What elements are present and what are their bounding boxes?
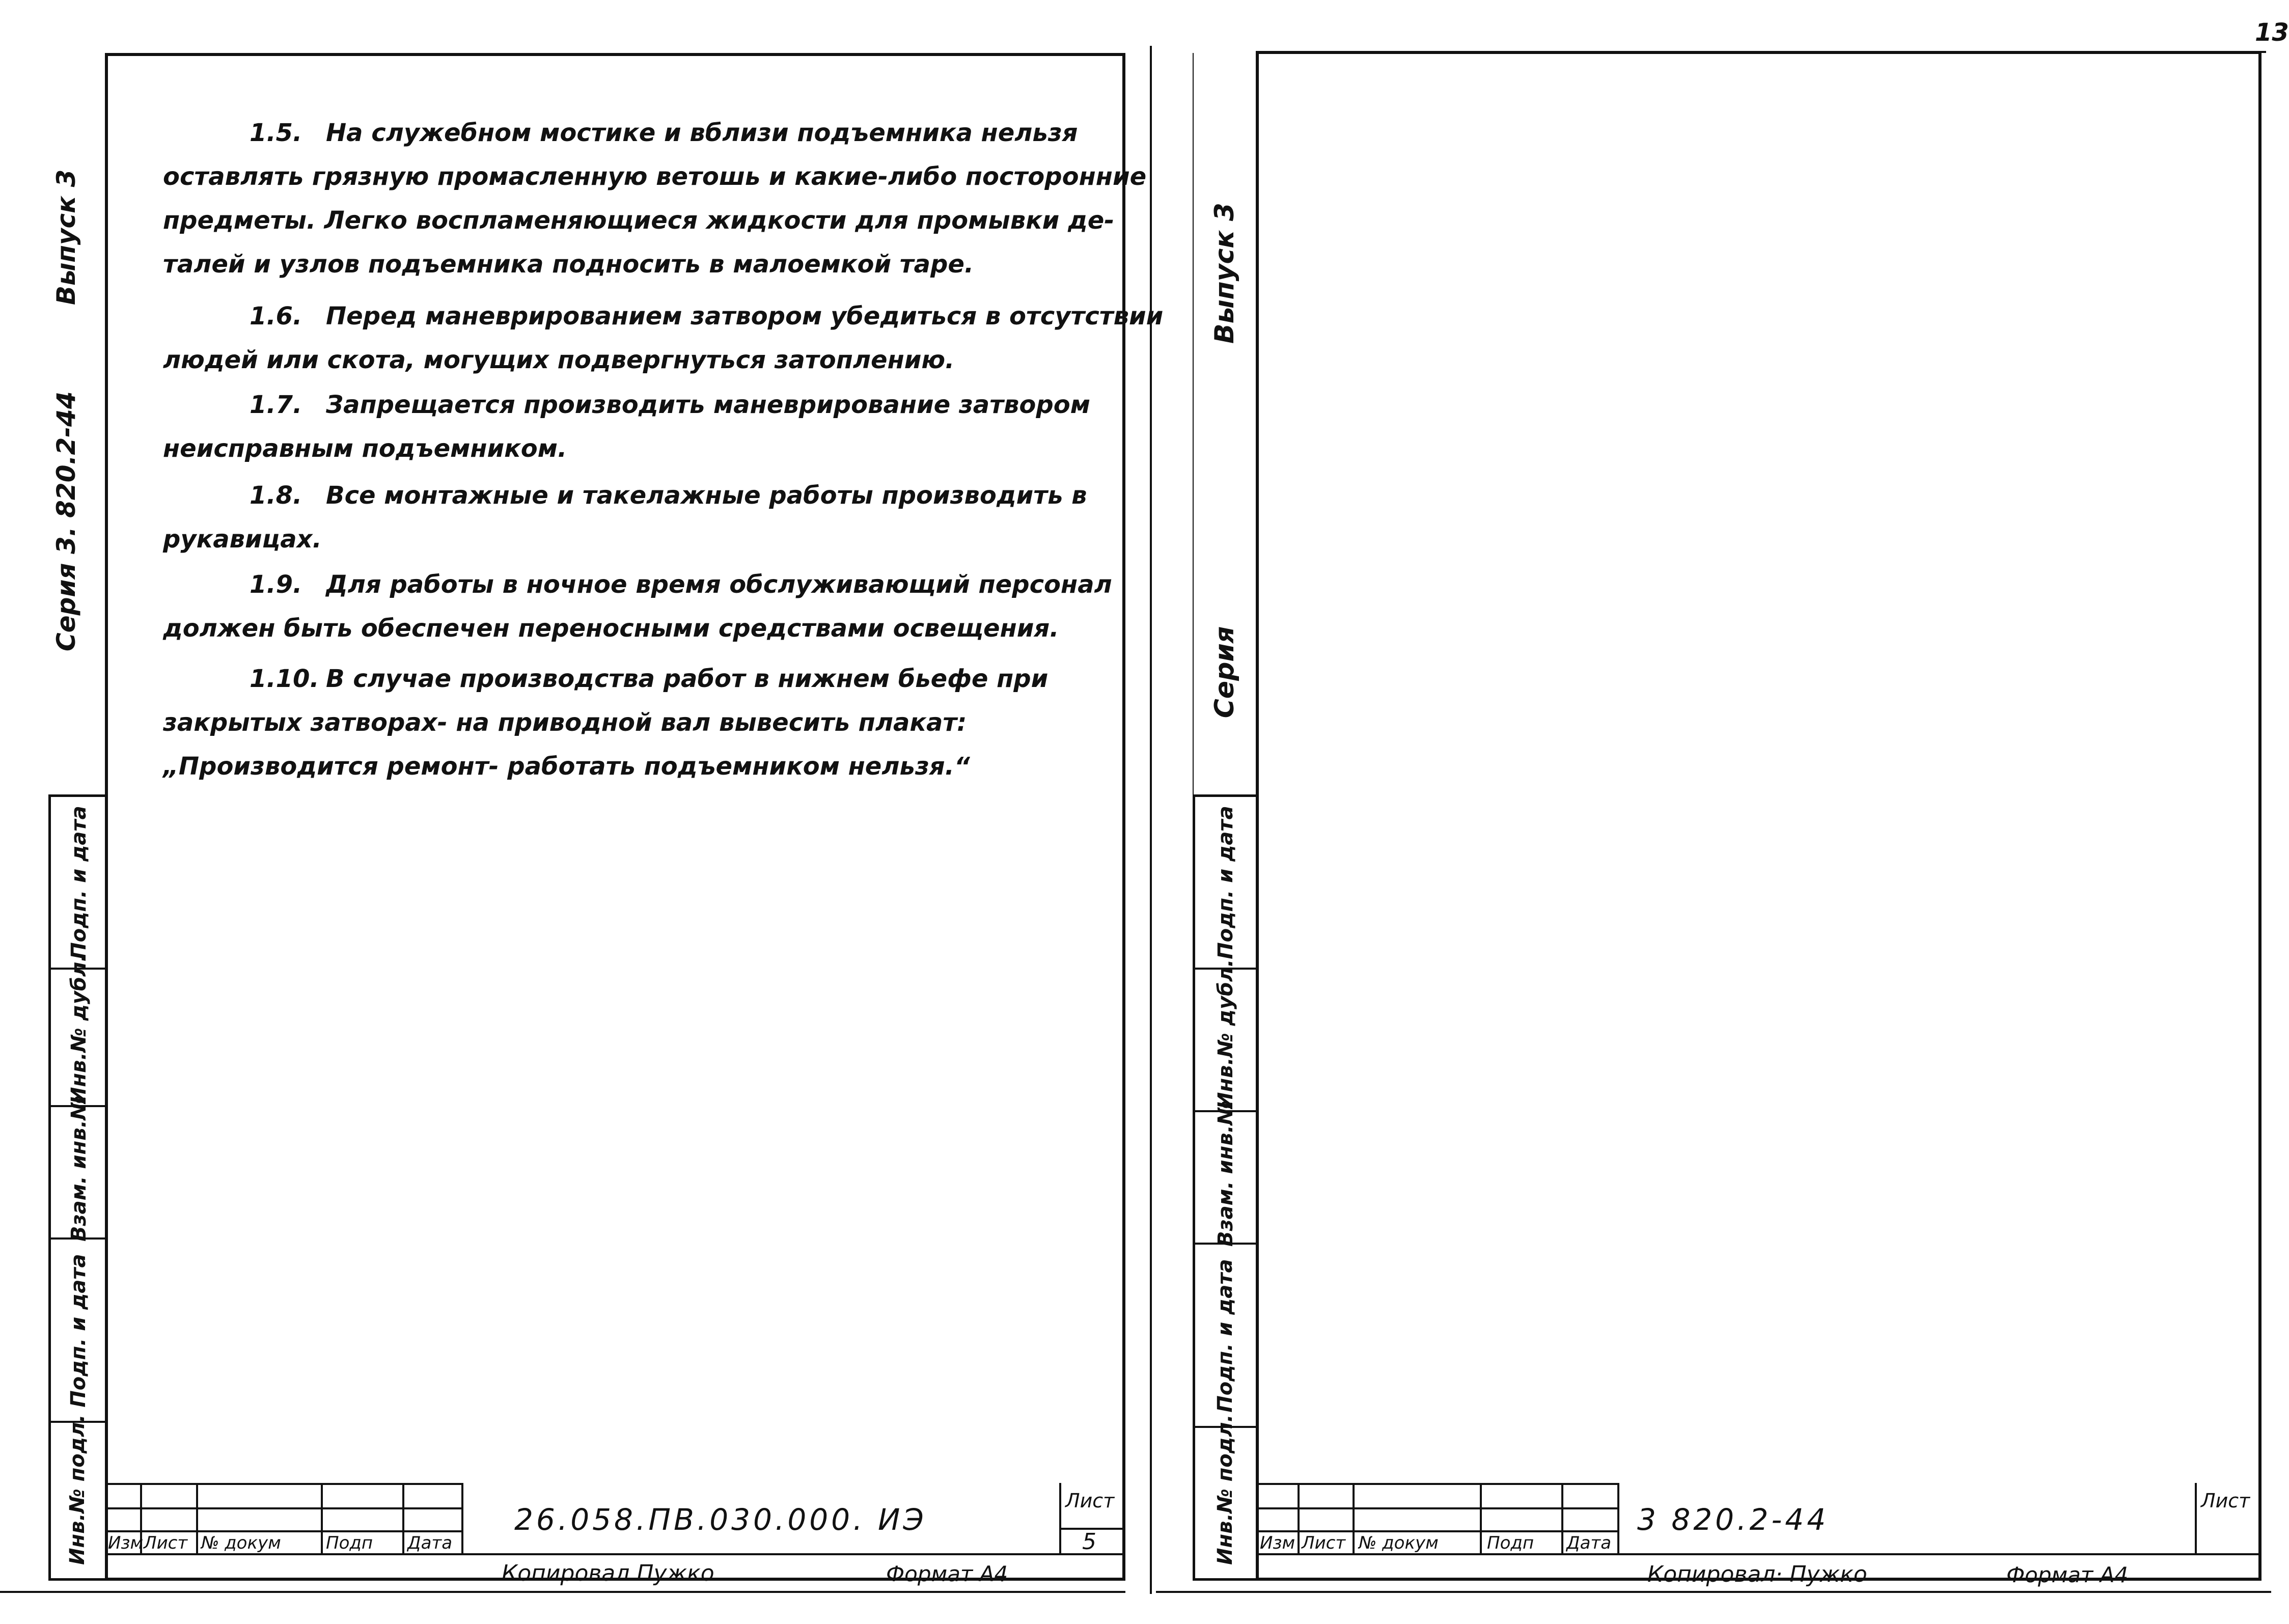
title-block-col [1617,1483,1619,1553]
title-block-col [461,1483,463,1553]
sheet-divider [1150,46,1152,1594]
paragraph-line: предметы. Легко воспламеняющиеся жидкости для промывки де- [163,206,1115,235]
stamp-field-vzam-inv: Взам. инв.№ [1214,1100,1237,1247]
paragraph-line: На служебном мостике и вблизи подъемника нельзя [326,119,1078,147]
margin-issue: Выпуск 3 [1209,203,1240,344]
paragraph-line: Все монтажные и такелажные работы производить в [326,481,1087,510]
right-sheet-frame [1256,51,2262,1581]
col-header-dokum: № докум [1359,1533,1439,1553]
paragraph-line: „Производится ремонт- работать подъемником нельзя.“ [163,752,970,781]
stamp-field-inv-podl: Инв.№ подл. [1214,1414,1237,1565]
footer-copied: Копировал Пужко [502,1560,714,1586]
title-block-col [1561,1483,1563,1553]
sheet-label: Лист [1065,1490,1115,1512]
col-header-izm: Изм [1260,1533,1295,1553]
paragraph-line: Перед маневрированием затвором убедиться в отсутствии [326,302,1164,331]
footer-copied: Копировал· Пужко [1647,1561,1867,1587]
title-block-col [321,1483,323,1553]
stamp-field-podp-data-2: Подп. и дата [1214,1259,1237,1413]
paragraph-line: В случае производства работ в нижнем бьефе при [326,665,1049,693]
col-header-dokum: № докум [201,1533,281,1553]
paragraph-number: 1.6. [250,302,302,331]
col-header-list: Лист [1302,1533,1346,1553]
paragraph-1-8 [163,474,1087,561]
paragraph-line: Для работы в ночное время обслуживающий персонал [326,570,1112,599]
paragraph-1-7 [163,383,1090,471]
footer-rule [1156,1591,2271,1593]
stamp-field-inv-dubl: Инв.№ дубл. [1214,959,1237,1109]
sheet-number: 5 [1082,1529,1096,1555]
col-header-podp: Подп [326,1533,373,1553]
col-header-list: Лист [144,1533,188,1553]
stamp-field-vzam-inv: Взам. инв.№ [67,1095,91,1242]
paragraph-number: 1.8. [250,481,302,510]
title-block-rule [105,1553,1125,1555]
paragraph-line: людей или скота, могущих подвергнуться затоплению. [163,346,955,374]
paragraph-line: Запрещается производить маневрирование затвором [326,391,1090,419]
paragraph-line: рукавицах. [163,525,322,554]
footer-rule [0,1591,1125,1593]
paragraph-1-10 [163,657,1069,788]
margin-series: Серия [1209,626,1240,719]
paragraph-1-6 [163,294,1164,382]
title-block-col [1480,1483,1482,1553]
paragraph-line: оставлять грязную промасленную ветошь и какие-либо посторонние [163,162,1147,191]
col-header-izm: Изм [108,1533,144,1553]
title-block-rule [105,1530,461,1532]
page-number: 13 [2255,18,2289,47]
margin-rule [1193,53,1194,796]
paragraph-line: талей и узлов подъемника подносить в малоемкой таре. [163,250,974,279]
title-block-col [1298,1483,1300,1553]
title-block-rule [105,1483,461,1485]
paragraph-number: 1.9. [250,570,302,599]
margin-issue: Выпуск 3 [51,169,81,305]
paragraph-number: 1.10. [250,665,319,693]
paragraph-number: 1.7. [250,391,302,419]
title-block-rule [105,1507,461,1509]
title-block-rule [1256,1553,2262,1555]
footer-format: Формат А4 [886,1561,1008,1586]
stamp-field-podp-data-1: Подп. и дата [67,806,91,959]
col-header-data: Дата [1566,1533,1612,1553]
paragraph-line: закрытых затворах- на приводной вал вывесить плакат: [163,708,967,737]
stamp-field-podp-data-1: Подп. и дата [1214,806,1237,959]
col-header-podp: Подп [1487,1533,1534,1553]
paragraph-1-5 [163,111,1147,286]
stamp-field-inv-podl: Инв.№ подл. [66,1414,89,1565]
paragraph-1-9 [163,563,1112,650]
stamp-field-inv-dubl: Инв.№ дубл. [67,954,91,1104]
paragraph-line: неисправным подъемником. [163,434,567,463]
stamp-field-podp-data-2: Подп. и дата [67,1254,90,1408]
footer-format: Формат А4 [2006,1562,2129,1587]
document-code: 26.058.ПВ.030.000. ИЭ [514,1502,927,1537]
title-block-col [1353,1483,1355,1553]
paragraph-number: 1.5. [250,119,302,147]
title-block-col [1059,1483,1061,1553]
title-block-col [196,1483,198,1553]
col-header-data: Дата [407,1533,453,1553]
document-code: 3 820.2-44 [1637,1502,1829,1537]
title-block-col [2195,1483,2197,1553]
title-block-col [402,1483,404,1553]
sheet-label: Лист [2201,1490,2250,1512]
margin-series: Серия 3. 820.2-44 [51,391,81,651]
paragraph-line: должен быть обеспечен переносными средствами освещения. [163,614,1059,643]
